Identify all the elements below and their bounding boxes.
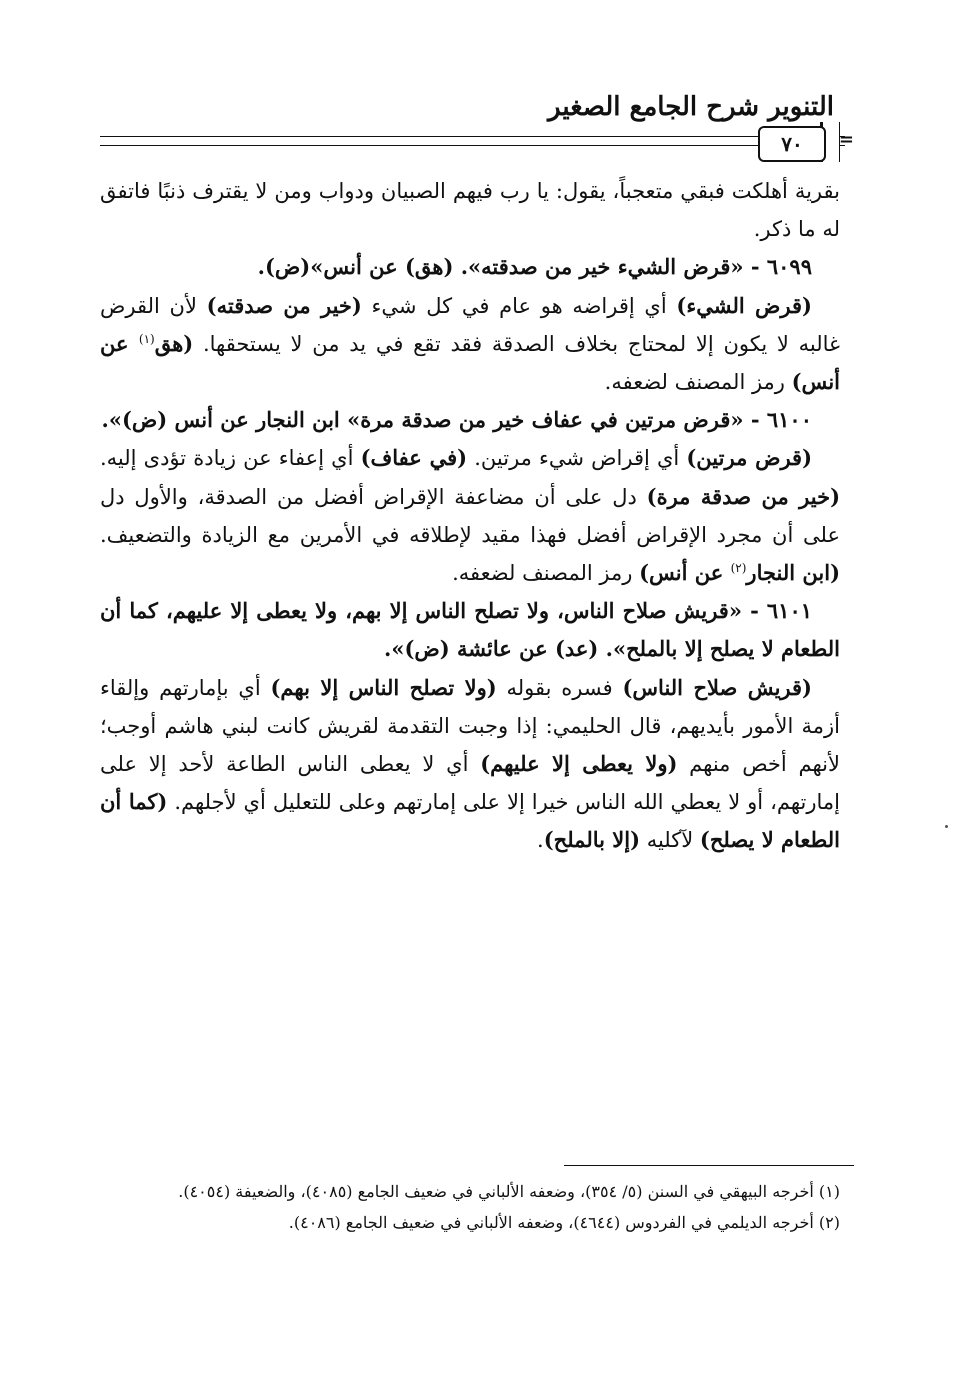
paragraph-continuation: بقرية أهلكت فبقي متعجباً، يقول: يا رب فيهم الصبيان ودواب ومن لا يقترف ذنبًا فاتفق له ما ذكر. — [100, 179, 840, 242]
hadith-text: «قرض الشيء خير من صدقته». (هق) عن أنس»(ض). — [257, 254, 744, 280]
footnotes — [100, 1178, 840, 1240]
footnote-ref-2[interactable]: (٢) — [730, 561, 747, 576]
header-rule-bottom — [100, 145, 845, 146]
hadith-text: «قريش صلاح الناس، ولا تصلح الناس إلا بهم، ولا يعطى إلا عليهم، كما أن الطعام لا يصلح إلا بالملح». (عد) عن عائشة (ض)». — [100, 598, 840, 662]
page-number-box — [758, 126, 826, 162]
commentary-6099: (قرض الشيء) أي إقراضه هو عام في كل شيء (خير من صدقته) لأن القرض غالبه لا يكون إلا لمحتاج بخلاف الصدقة فقد تقع في يد من لا يستحقها. (هق$^{(١)}$ عن أنس) رمز المصنف لضعفه. — [100, 292, 840, 395]
running-title: التنوير شرح الجامع الصغير — [548, 92, 834, 122]
hadith-6099: ٦٠٩٩ - «قرض الشيء خير من صدقته». (هق) عن أنس»(ض). — [257, 254, 812, 280]
footnote-separator — [564, 1165, 854, 1166]
footnote-1: (١) أخرجه البيهقي في السنن (٥/ ٣٥٤)، وضعفه الألباني في ضعيف الجامع (٤٠٨٥)، والضعيفة (٤٠٥٤). — [178, 1182, 840, 1201]
page-number: ٧٠ — [781, 132, 803, 156]
hadith-number: ٦٠٩٩ — [766, 254, 812, 280]
hadith-6100: ٦١٠٠ - «قرض مرتين في عفاف خير من صدقة مرة» ابن النجار عن أنس (ض)». — [101, 407, 812, 433]
header-rule-top — [100, 136, 845, 137]
hadith-text: «قرض مرتين في عفاف خير من صدقة مرة» ابن النجار عن أنس (ض)». — [101, 407, 744, 433]
footnote-ref-1[interactable]: (١) — [138, 331, 155, 346]
commentary-6100: (قرض مرتين) أي إقراض شيء مرتين. (في عفاف) أي إعفاء عن زيادة تؤدى إليه. (خير من صدقة مرة) دل على أن مضاعفة الإقراض أفضل من الصدقة، والأول دل على أن مجرد الإقراض أفضل فهذا مقيد لإطلاقه في الأمرين مع الزيادة والتضعيف. (ابن النجار$^{(٢)}$ عن أنس) رمز المصنف لضعفه. — [100, 445, 841, 586]
hadith-number: ٦١٠٠ — [766, 407, 812, 433]
footnote-2: (٢) أخرجه الديلمي في الفردوس (٤٦٤٤)، وضعفه الألباني في ضعيف الجامع (٤٠٨٦). — [288, 1213, 840, 1232]
hadith-6101: ٦١٠١ - «قريش صلاح الناس، ولا تصلح الناس إلا بهم، ولا يعطى إلا عليهم، كما أن الطعام لا يصلح إلا بالملح». (عد) عن عائشة (ض)». — [100, 598, 840, 662]
hadith-number: ٦١٠١ — [766, 598, 813, 624]
header-dash: = — [838, 129, 854, 150]
main-text — [100, 172, 840, 860]
margin-mark — [945, 825, 948, 828]
commentary-6101: (قريش صلاح الناس) فسره بقوله (ولا تصلح الناس إلا بهم) أي بإمارتهم وإلقاء أزمة الأمور بأيديهم، قال الحليمي: إذا وجبت التقدمة لقريش كانت لبني هاشم أوجب؛ لأنهم أخص منهم (ولا يعطى إلا عليهم) أي لا يعطى الناس الطاعة لأحد إلا على إمارتهم، أو لا يعطي الله الناس خيرا إلا على إمارتهم وعلى للتعليل أي لأجلهم. (كما أن الطعام لا يصلح) لآكليه (إلا بالملح). — [100, 674, 841, 853]
